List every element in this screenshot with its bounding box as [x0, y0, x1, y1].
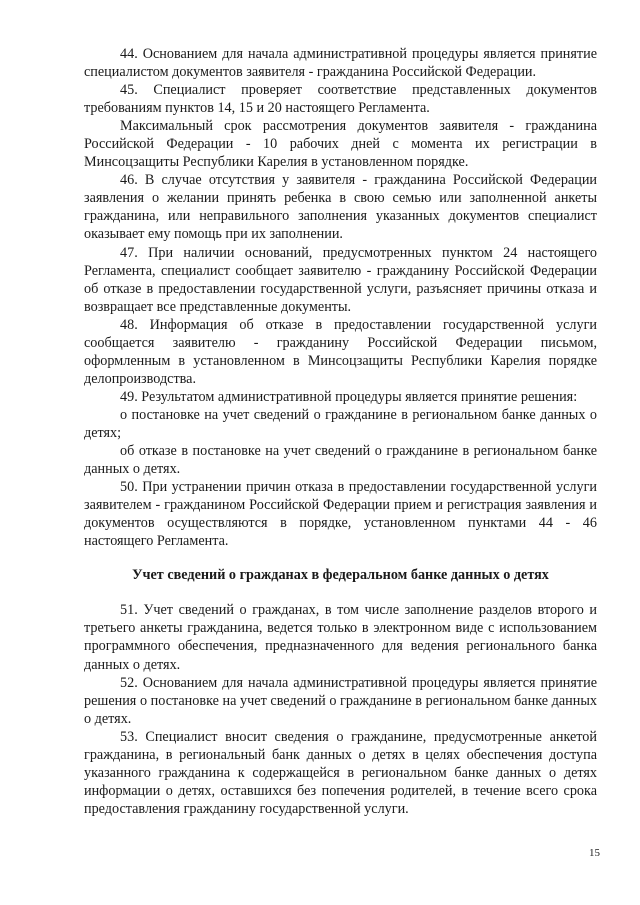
page-number: 15	[589, 847, 600, 859]
paragraph-53: 53. Специалист вносит сведения о гражданине, предусмотренные анкетой гражданина, в региональный банк данных о детях в целях обеспечения доступа указанного гражданина к содержащейся в региональном банке данных о детях информации о детях, оставшихся без попечения родителей, в течение всего срока предоставления гражданину государственной услуги.	[84, 728, 597, 817]
paragraph-decision-refusal: об отказе в постановке на учет сведений о гражданине в региональном банке данных о детях.	[84, 443, 597, 478]
section-heading: Учет сведений о гражданах в федеральном банке данных о детях	[132, 567, 549, 584]
paragraph-51: 51. Учет сведений о гражданах, в том числе заполнение разделов второго и третьего анкеты гражданина, ведется только в электронном виде с использованием программного обеспечения, предназначенного для ведения регионального банка данных о детях.	[84, 602, 597, 673]
paragraph-46: 46. В случае отсутствия у заявителя - гражданина Российской Федерации заявления о желании принять ребенка в свою семью или заполненной анкеты гражданина, или неправильного заполнения указанных документов специалист оказывает ему помощь при их заполнении.	[84, 172, 597, 243]
paragraph-49: 49. Результатом административной процедуры является принятие решения:	[120, 388, 578, 405]
paragraph-52: 52. Основанием для начала административной процедуры является принятие решения о постановке на учет сведений о гражданине в региональном банке данных о детях.	[84, 674, 597, 727]
paragraph-47: 47. При наличии оснований, предусмотренных пунктом 24 настоящего Регламента, специалист сообщает заявителю - гражданину Российской Федерации об отказе в предоставлении государственной услуги, разъясняет причины отказа и возвращает все представленные документы.	[84, 244, 597, 315]
paragraph-decision-registration: о постановке на учет сведений о гражданине в региональном банке данных о детях;	[84, 406, 597, 441]
document-body	[84, 45, 597, 818]
paragraph-45: 45. Специалист проверяет соответствие представленных документов требованиям пунктов 14, 15 и 20 настоящего Регламента.	[84, 82, 597, 117]
paragraph-48: 48. Информация об отказе в предоставлении государственной услуги сообщается заявителю - гражданину Российской Федерации письмом, оформленным в установленном в Минсоцзащиты Республики Карелия порядке делопроизводства.	[84, 316, 597, 387]
paragraph-max-term: Максимальный срок рассмотрения документов заявителя - гражданина Российской Федерации - 10 рабочих дней с момента их регистрации в Минсоцзащиты Республики Карелия в установленном порядке.	[84, 118, 597, 171]
paragraph-50: 50. При устранении причин отказа в предоставлении государственной услуги заявителем - гражданином Российской Федерации прием и регистрация заявления и документов осуществляются в порядке, установленном пунктами 44 - 46 настоящего Регламента.	[84, 479, 597, 550]
paragraph-44: 44. Основанием для начала административной процедуры является принятие специалистом документов заявителя - гражданина Российской Федерации.	[84, 46, 597, 81]
